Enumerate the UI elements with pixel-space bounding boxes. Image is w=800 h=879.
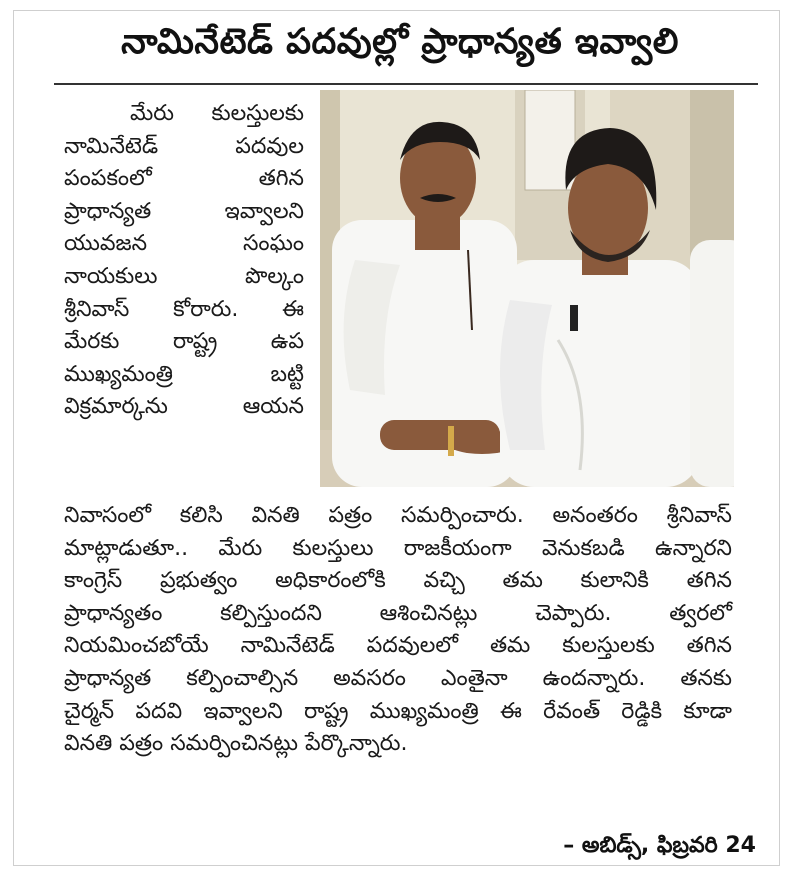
body-line: ప్రాధాన్యతం కల్పిస్తుందని ఆశించినట్లు చెప్పారు. త్వరలో [64, 600, 732, 626]
body-line: ప్రాధాన్యత కల్పించాల్సిన అవసరం ఎంతైనా ఉందన్నారు. తనకు [64, 665, 732, 691]
body-line: మాట్లాడుతూ.. మేరు కులస్తులు రాజకీయంగా వెనుకబడి ఉన్నారని [64, 535, 732, 561]
two-men-greeting-photo-icon [320, 90, 734, 487]
article-body [64, 500, 732, 761]
column-line: పంపకంలో తగిన [64, 166, 304, 192]
article-column-text [64, 98, 304, 424]
column-line: యువజన సంఘం [64, 231, 304, 257]
body-line: నియమించబోయే నామినేటెడ్ పదవులలో తమ కులస్తులకు తగిన [64, 633, 732, 659]
column-line: ప్రాధాన్యత ఇవ్వాలని [64, 198, 304, 224]
body-line: చైర్మన్ పదవి ఇవ్వాలని రాష్ట్ర ముఖ్యమంత్రి ఈ రేవంత్ రెడ్డికి కూడా [64, 698, 732, 724]
column-line: మేరు కులస్తులకు [130, 101, 304, 126]
body-line: వినతి పత్రం సమర్పించినట్లు పేర్కొన్నారు. [64, 731, 408, 757]
headline: నామినేటెడ్ పదవుల్లో ప్రాధాన్యత ఇవ్వాలి [121, 22, 679, 62]
news-photo [320, 90, 734, 487]
body-line: కాంగ్రెస్ ప్రభుత్వం అధికారంలోకి వచ్చి తమ కులానికి తగిన [64, 568, 732, 594]
column-line: నాయకులు పొల్కం [64, 263, 304, 289]
column-line: నామినేటెడ్ పదవుల [64, 133, 304, 159]
headline-rule [54, 83, 758, 85]
column-line: శ్రీనివాస్ కోరారు. ఈ [64, 296, 304, 322]
column-line: విక్రమార్కను ఆయన [64, 394, 304, 420]
dateline: – అబిడ్స్, ఫిబ్రవరి 24 [563, 833, 756, 858]
column-line: మేరకు రాష్ట్ర ఉప [64, 329, 304, 355]
column-line: ముఖ్యమంత్రి బట్టి [64, 361, 304, 387]
body-line: నివాసంలో కలిసి వినతి పత్రం సమర్పించారు. అనంతరం శ్రీనివాస్ [64, 503, 732, 528]
